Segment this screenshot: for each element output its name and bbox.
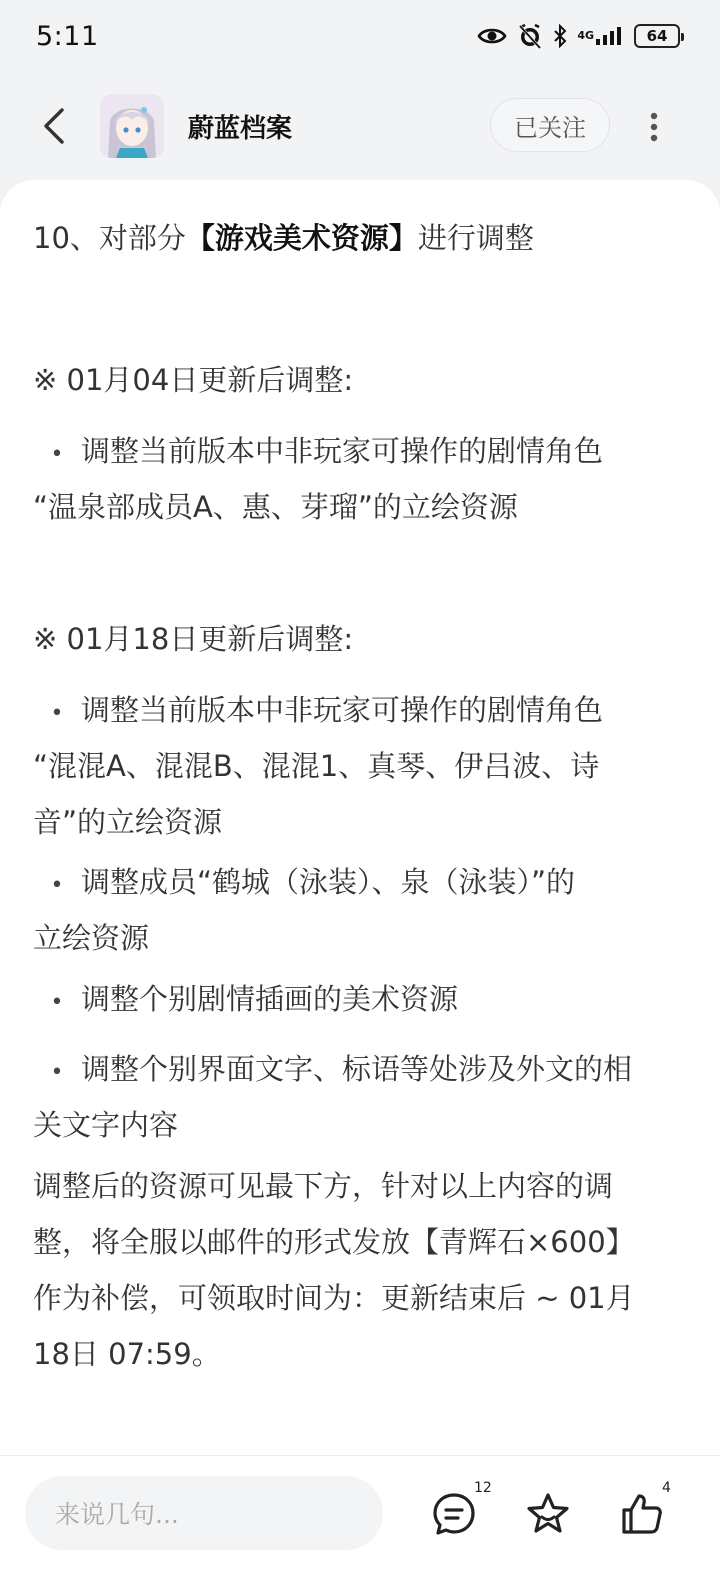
article-card (0, 180, 720, 1455)
more-vertical-icon (649, 112, 659, 142)
list-item: • 调整成员“鹤城（泳装）、泉（泳装）”的 (33, 854, 683, 914)
avatar-illustration-icon (100, 94, 164, 158)
closing-line: 调整后的资源可见最下方，针对以上内容的调 (33, 1169, 614, 1203)
comment-count: 12 (474, 1480, 492, 1496)
channel-header (0, 86, 720, 166)
list-item: • 调整当前版本中非玩家可操作的剧情角色 (33, 682, 683, 742)
bullet-dot: • (50, 873, 64, 898)
bullet-dot: • (50, 990, 64, 1015)
list-item: • 调整当前版本中非玩家可操作的剧情角色 (33, 423, 683, 483)
alarm-off-icon (517, 23, 543, 49)
back-button[interactable] (24, 96, 84, 156)
closing-line: 整，将全服以邮件的形式发放【青辉石×600】 (33, 1225, 635, 1259)
bullet-dot: • (50, 1060, 64, 1085)
section-heading-0118: ※ 01月18日更新后调整: (33, 622, 354, 656)
star-icon (525, 1491, 571, 1537)
comment-input[interactable]: 来说几句... (25, 1476, 383, 1550)
item-10-heading: 10、对部分【游戏美术资源】进行调整 (33, 221, 534, 255)
chevron-left-icon (41, 107, 67, 145)
more-options-button[interactable] (634, 102, 674, 152)
channel-name: 蔚蓝档案 (188, 113, 293, 144)
bullet-dot: • (50, 442, 64, 467)
avatar[interactable] (100, 94, 164, 158)
like-count: 4 (662, 1480, 671, 1496)
status-bar (0, 0, 720, 72)
list-item-continuation: 关文字内容 (33, 1108, 179, 1142)
list-item-continuation: “温泉部成员A、惠、芽瑠”的立绘资源 (33, 490, 518, 524)
favorite-button[interactable] (518, 1484, 578, 1544)
comment-icon (431, 1491, 477, 1537)
item-10-highlight: 【游戏美术资源】 (185, 221, 418, 255)
closing-line: 作为补偿，可领取时间为：更新结束后 ~ 01月 (33, 1281, 635, 1315)
bullet-dot: • (50, 701, 64, 726)
list-item-continuation: “混混A、混混B、混混1、真琴、伊吕波、诗 (33, 749, 600, 783)
list-item-continuation: 立绘资源 (33, 921, 150, 955)
status-time: 5:11 (36, 20, 99, 52)
eye-icon (477, 25, 507, 47)
battery-indicator: 64 (634, 24, 680, 48)
status-icons (477, 23, 680, 49)
bottom-action-bar (0, 1455, 720, 1583)
list-item: • 调整个别界面文字、标语等处涉及外文的相 (33, 1041, 683, 1101)
section-heading-0104: ※ 01月04日更新后调整: (33, 363, 354, 397)
thumbs-up-icon (619, 1491, 665, 1537)
list-item-continuation: 音”的立绘资源 (33, 805, 223, 839)
list-item: • 调整个别剧情插画的美术资源 (33, 971, 683, 1031)
closing-line: 18日 07:59。 (33, 1337, 221, 1371)
signal-icon: 4G (577, 25, 624, 47)
bluetooth-icon (553, 24, 567, 48)
follow-button[interactable]: 已关注 (490, 98, 610, 152)
